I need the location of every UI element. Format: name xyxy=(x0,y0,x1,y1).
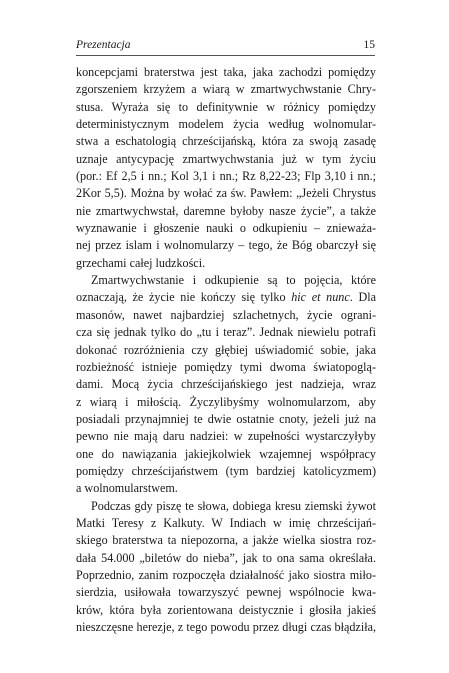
text-line: wyznawanie i głoszenie nauki o odkupieniu – znieważa- xyxy=(76,221,376,236)
text-line: z wiarą i miłością. Życzylibyśmy wolnomularzom, aby xyxy=(76,394,376,409)
text-line: Poprzednio, zanim rozpoczęła działalność jako siostra miło- xyxy=(76,567,376,582)
text-line: oznaczają, że życie nie kończy się tylko hic et nunc. Dla xyxy=(76,290,376,305)
text-line: pewno nie mają daru nadziei: w zupełności wystarczyłyby xyxy=(76,429,376,444)
text-line: (por.: Ef 2,5 i nn.; Kol 3,1 i nn.; Rz 8,22-23; Flp 3,10 i nn.; xyxy=(76,169,376,184)
page-number: 15 xyxy=(363,39,375,51)
text-line: grzechami całej ludzkości. xyxy=(76,255,206,270)
text-line: dokonać rozróżnienia czy głębiej uświadomić sobie, jaka xyxy=(76,342,376,357)
running-header xyxy=(76,37,375,56)
text-line: Zmartwychwstanie i odkupienie są to pojęcia, które xyxy=(91,273,376,288)
text-line: a wolnomularstwem. xyxy=(76,481,178,496)
text-line: Podczas gdy piszę te słowa, dobiega kresu ziemski żywot xyxy=(91,498,376,513)
text-line: sierdzia, usiłowała towarzyszyć pewnej wspólnocie kwa- xyxy=(76,585,376,600)
text-line: stwa a eschatologią chrześcijańską, która za swoją zasadę xyxy=(76,134,376,149)
text-line: 2Kor 5,5). Można by wołać za św. Pawłem: „Jeżeli Chrystus xyxy=(76,186,376,201)
text-line: nieszczęsne herezje, z tego powodu przez długi czas błądziła, xyxy=(76,620,376,634)
text-line: Matki Teresy z Kalkuty. W Indiach w imię chrześcijań- xyxy=(76,515,376,530)
text-line: masonów, nawet najbardziej szlachetnych, życie ograni- xyxy=(76,307,376,322)
text-line: posiadali przynajmniej te dwie ostatnie cnoty, jeżeli już na xyxy=(76,411,376,426)
text-line: cza się jednak tylko do „tu i teraz”. Jednak niewielu potrafi xyxy=(76,325,376,340)
text-line: krów, która była zorientowana deistycznie i głosiła jakieś xyxy=(76,602,376,617)
body-text xyxy=(76,64,376,636)
text-line: stusa. Wyraża się to definitywnie w różnicy pomiędzy xyxy=(76,99,376,114)
text-line: zgorszeniem krzyżem a wiarą w zmartwychwstanie Chry- xyxy=(76,82,376,97)
text-line: one do nawiązania jakiejkolwiek wzajemnej współpracy xyxy=(76,446,376,461)
text-line: nie zmartwychwstał, daremne byłoby nasze życie”, a także xyxy=(76,203,376,218)
text-line: pomiędzy chrześcijaństwem (tym bardziej katolicyzmem) xyxy=(76,463,376,478)
text-line: rozbieżność istnieje pomiędzy tymi dwoma światopoglą- xyxy=(76,359,376,374)
text-line: nej przez islam i wolnomularzy – tego, że Bóg obarczył się xyxy=(76,238,376,253)
text-line: deterministycznym modelem życia według wolnomular- xyxy=(76,117,376,132)
running-title: Prezentacja xyxy=(76,39,131,51)
text-line: skiego braterstwa ta niepozorna, a jakże wielka siostra roz- xyxy=(76,533,376,548)
text-line: uznaje antycypację zmartwychwstania już w tym życiu xyxy=(76,151,376,166)
text-line: koncepcjami braterstwa jest taka, jaka zachodzi pomiędzy xyxy=(76,65,376,79)
text-line: dami. Mocą życia chrześcijańskiego jest nadzieja, wraz xyxy=(76,377,376,392)
text-line: dała 54.000 „biletów do nieba”, jak to ona sama określała. xyxy=(76,550,376,565)
